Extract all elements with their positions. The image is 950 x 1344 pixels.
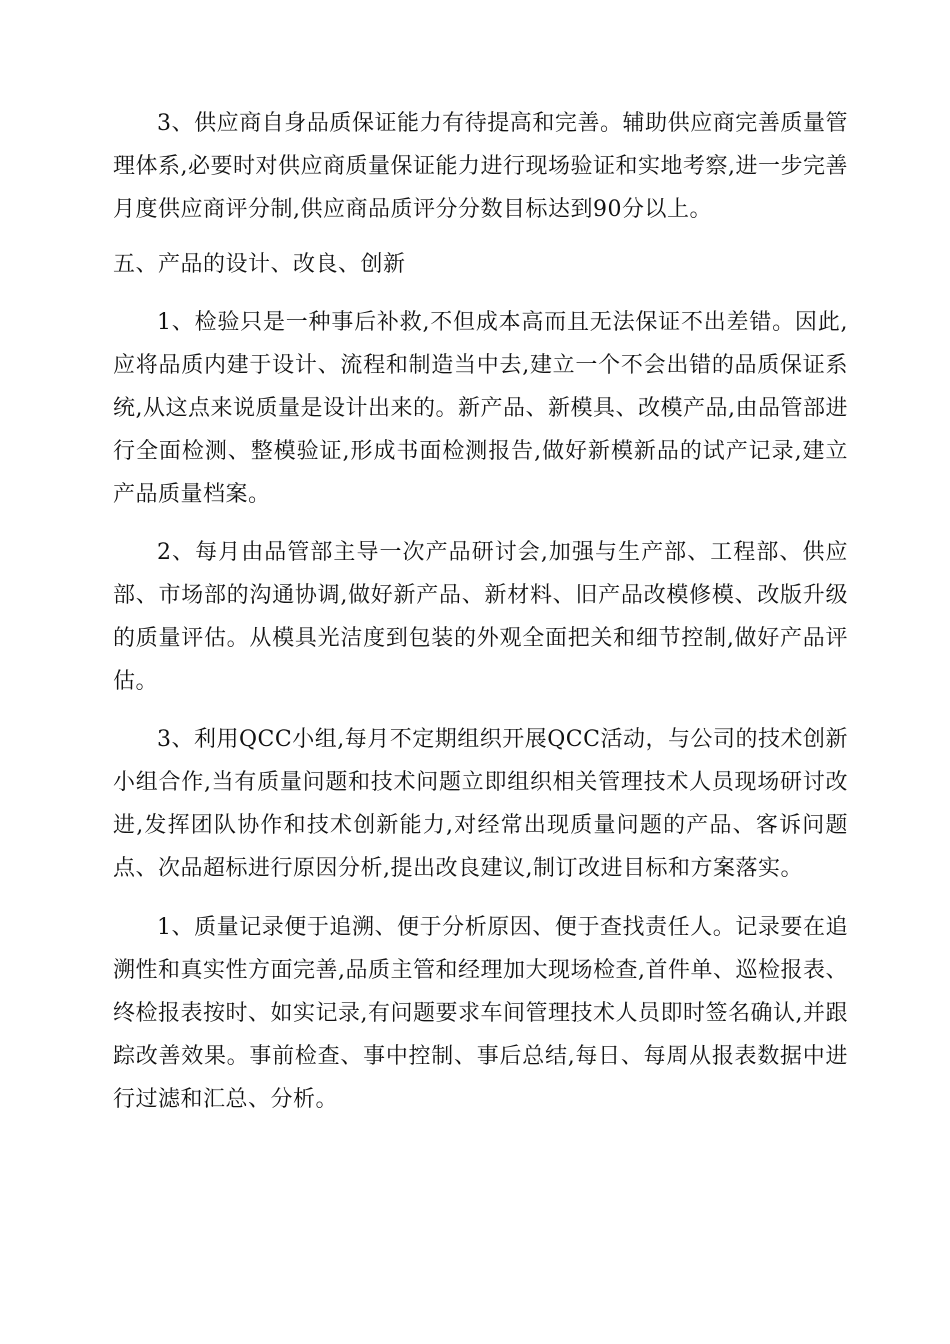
document-page [113,102,848,1121]
section-heading-product-design: 五、产品的设计、改良、创新 [113,252,406,277]
paragraph-monthly-seminar: 2、每月由品管部主导一次产品研讨会,加强与生产部、工程部、供应部、市场部的沟通协调,做好新产品、新材料、旧产品改模修模、改版升级的质量评估。从模具光洁度到包装的外观全面把关和细节控制,做好产品评估。 [113,540,848,694]
paragraph-quality-records: 1、质量记录便于追溯、便于分析原因、便于查找责任人。记录要在追溯性和真实性方面完善,品质主管和经理加大现场检查,首件单、巡检报表、终检报表按时、如实记录,有问题要求车间管理技术人员即时签名确认,并跟踪改善效果。事前检查、事中控制、事后总结,每日、每周从报表数据中进行过滤和汇总、分析。 [113,915,848,1112]
paragraph-supplier-quality: 3、供应商自身品质保证能力有待提高和完善。辅助供应商完善质量管理体系,必要时对供应商质量保证能力进行现场验证和实地考察,进一步完善月度供应商评分制,供应商品质评分分数目标达到90分以上。 [113,111,848,222]
paragraph-qcc: 3、利用QCC小组,每月不定期组织开展QCC活动，与公司的技术创新小组合作,当有质量问题和技术问题立即组织相关管理技术人员现场研讨改进,发挥团队协作和技术创新能力,对经常出现质量问题的产品、客诉问题点、次品超标进行原因分析,提出改良建议,制订改进目标和方案落实。 [113,727,848,881]
paragraph-inspection: 1、检验只是一种事后补救,不但成本高而且无法保证不出差错。因此,应将品质内建于设计、流程和制造当中去,建立一个不会出错的品质保证系统,从这点来说质量是设计出来的。新产品、新模具、改模产品,由品管部进行全面检测、整模验证,形成书面检测报告,做好新模新品的试产记录,建立产品质量档案。 [113,310,848,507]
